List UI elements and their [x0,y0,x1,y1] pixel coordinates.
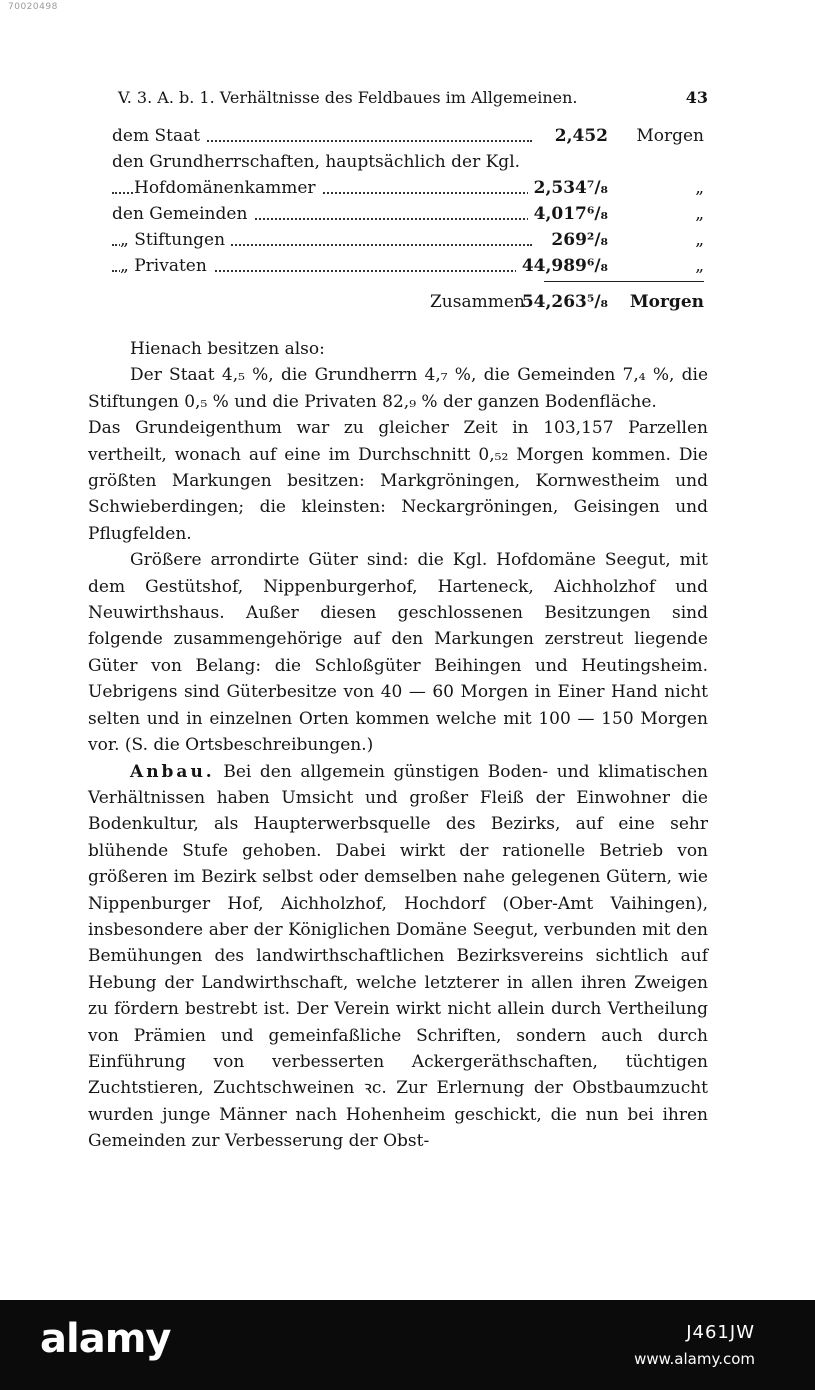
row-unit: Morgen [636,126,704,146]
paragraph: Der Staat 4,₅ %, die Grundherrn 4,₇ %, die Gemeinden 7,₄ %, die Stiftungen 0,₅ % und die Privaten 82,₉ % der ganzen Bodenfläche. [88,365,708,412]
row-label: den Grundherrschaften, hauptsächlich der Kgl. [112,152,526,172]
total-value: 54,263⁵/₈ [521,292,608,312]
sum-rule [544,281,704,282]
row-value: 2,534⁷/₈ [528,178,608,198]
row-unit: „ [695,230,704,250]
running-title: V. 3. A. b. 1. Verhältnisse des Feldbaues im Allgemeinen. [118,88,578,107]
corner-id: 70020498 [8,2,58,12]
image-id: J461JW [686,1322,755,1343]
body-text [88,336,708,1155]
brand-logo: alamy [40,1316,171,1362]
site-url: www.alamy.com [634,1350,755,1368]
table-row [112,256,708,282]
row-label: den Gemeinden [112,204,253,224]
paragraph: Größere arrondirte Güter sind: die Kgl. Hofdomäne Seegut, mit dem Gestütshof, Nippenburgerhof, Harteneck, Aichholzhof und Neuwirthshaus. Außer diesen geschlossenen Besitzungen sind folgende zusammengehörige auf den Markungen zerstreut liegende Güter von Belang: die Schloßgüter Beihingen und Heutingsheim. Uebrigens sind Güterbesitze von 40 — 60 Morgen in Einer Hand nicht selten und in einzelnen Orten kommen welche mit 100 — 150 Morgen vor. (S. die Ortsbeschreibungen.) [88,550,708,756]
row-label: Hofdomänenkammer [134,178,322,198]
table-row [112,126,708,152]
total-unit: Morgen [629,292,704,312]
row-unit: „ [695,256,704,276]
row-label: „ Privaten [120,256,213,276]
table-row [112,178,708,204]
running-header [118,88,708,116]
paragraph: Das Grundeigenthum war zu gleicher Zeit in 103,157 Parzellen vertheilt, wonach auf eine im Durchschnitt 0,₅₂ Morgen kommen. Die größten Markungen besitzen: Markgröningen, Kornwestheim und Schwieberdingen; die kleinsten: Neckargröningen, Geisingen und Pflugfelden. [88,418,708,544]
total-label: Zusammen [430,292,525,312]
row-value: 44,989⁶/₈ [516,256,608,276]
anbau-heading: Anbau. [130,761,215,782]
watermark-bar [0,1300,815,1390]
table-row [112,204,708,230]
paragraph: Hienach besitzen also: [130,339,325,359]
table-row [112,152,708,178]
anbau-text: Bei den allgemein günstigen Boden- und klimatischen Verhältnissen haben Umsicht und großer Fleiß der Einwohner die Bodenkultur, als Haupterwerbsquelle des Bezirks, auf eine sehr blühende Stufe gehoben. Dabei wirkt der rationelle Betrieb von größeren im Bezirk selbst oder demselben nahe gelegenen Gütern, wie Nippenburger Hof, Aichholzhof, Hochdorf (Ober-Amt Vaihingen), insbesondere aber der Königlichen Domäne Seegut, verbunden mit den Bemühungen des landwirthschaftlichen Bezirksvereins sichtlich auf Hebung der Landwirthschaft, welche letzterer in allen ihren Zweigen zu fördern bestrebt ist. Der Verein wirkt nicht allein durch Vertheilung von Prämien und gemeinfaßliche Schriften, sondern auch durch Einführung von verbesserten Ackergeräthschaften, tüchtigen Zuchtstieren, Zuchtschweinen ꝛc. Zur Erlernung der Obstbaumzucht wurden junge Männer nach Hohenheim geschickt, die nun bei ihren Gemeinden zur Verbesserung der Obst- [88,761,708,1152]
row-label: dem Staat [112,126,206,146]
anbau-paragraph [88,759,708,1155]
row-unit: „ [695,204,704,224]
page-number: 43 [685,88,708,107]
table-row [112,230,708,256]
row-value: 2,452 [549,126,608,146]
row-label: „ Stiftungen [120,230,231,250]
row-value: 4,017⁶/₈ [528,204,608,224]
row-value: 269²/₈ [545,230,608,250]
land-ownership-table [112,126,708,322]
row-unit: „ [695,178,704,198]
table-total-row [112,292,708,322]
